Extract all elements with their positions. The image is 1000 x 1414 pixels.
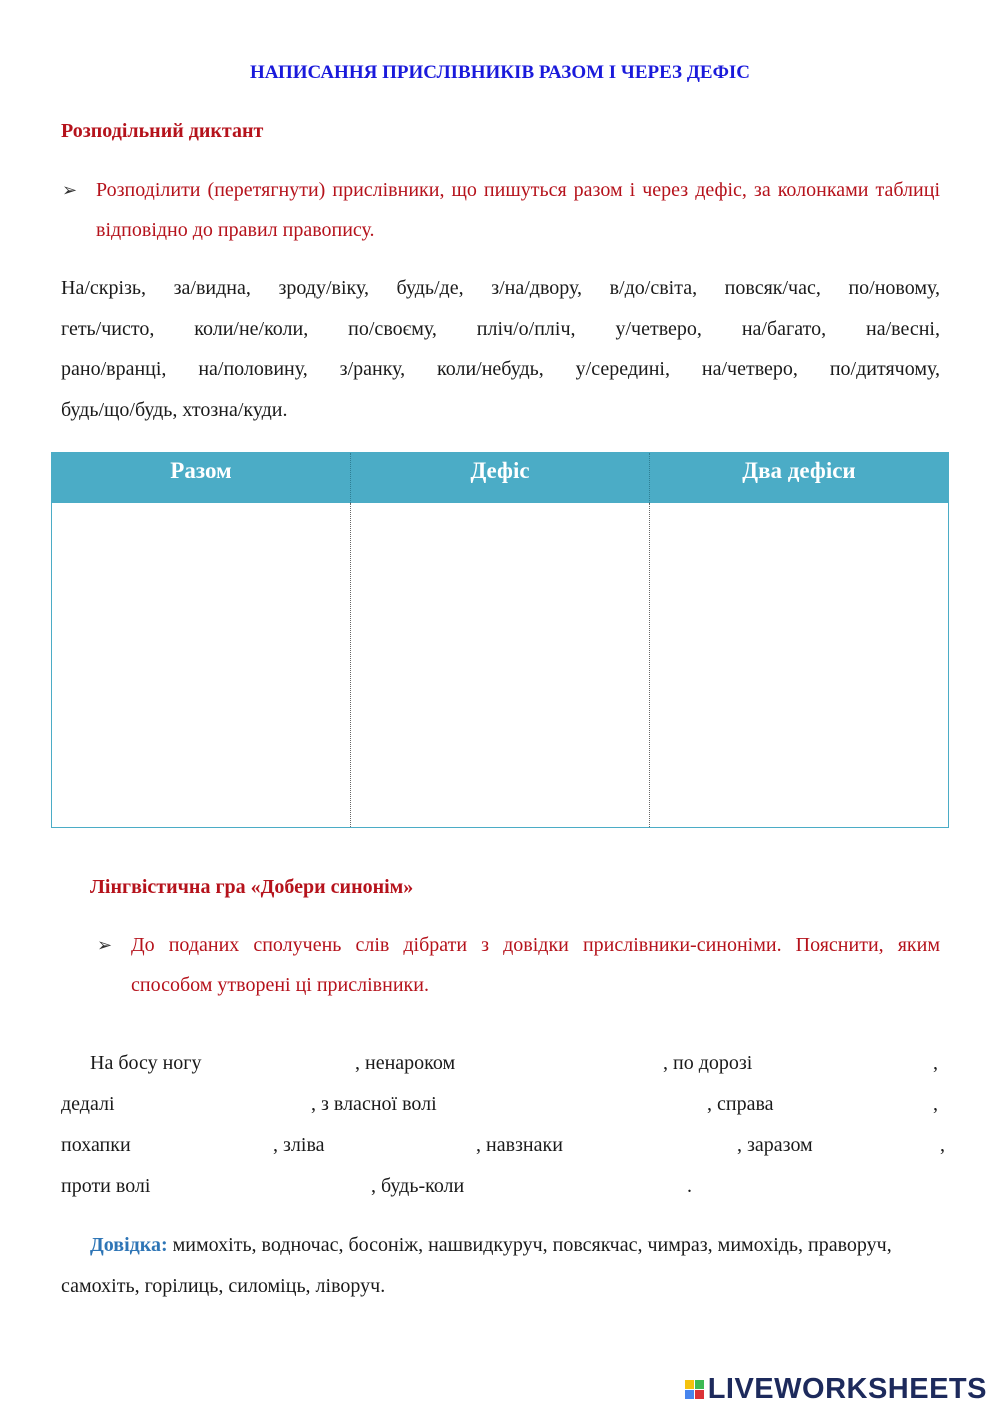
drop-zone-two-hyphens[interactable]: [649, 503, 948, 827]
phrase: , зліва: [273, 1134, 325, 1156]
reference-words: мимохіть, водночас, босоніж, нашвидкуруч, повсякчас, чимраз, мимохідь, праворуч, самохіть, горілиць, силоміць, ліворуч.: [61, 1234, 892, 1297]
table-header: [52, 453, 948, 503]
phrase: , ненароком: [355, 1052, 456, 1074]
fill-row: [0, 1175, 1000, 1215]
logo-text: LIVEWORKSHEETS: [707, 1373, 987, 1405]
liveworksheets-logo-icon: [685, 1380, 704, 1399]
task-instruction-2: [97, 925, 940, 1005]
phrase: ,: [933, 1052, 938, 1074]
task-text: Розподілити (перетягнути) прислівники, що пишуться разом і через дефіс, за колонками таблиці відповідно до правил правопису.: [96, 179, 940, 241]
phrase: ,: [940, 1134, 945, 1156]
words-line: На/скрізь, за/видна, зроду/віку, будь/де, з/на/двору, в/до/світа, повсяк/час, по/новому,: [61, 277, 940, 299]
section-heading-synonym-game: Лінгвістична гра «Добери синонім»: [90, 876, 414, 898]
column-header-hyphen: Дефіс: [350, 453, 649, 503]
drop-zone-together[interactable]: [52, 503, 350, 827]
phrase: , по дорозі: [663, 1052, 753, 1074]
words-line: рано/вранці, на/половину, з/ранку, коли/небудь, у/середині, на/четверо, по/дитячому,: [61, 358, 940, 380]
phrase: , заразом: [737, 1134, 813, 1156]
fill-row: [0, 1052, 1000, 1092]
fill-row: [0, 1134, 1000, 1174]
phrase: похапки: [61, 1134, 131, 1156]
arrow-bullet-icon: ➢: [97, 935, 113, 955]
column-header-two-hyphens: Два дефіси: [649, 453, 948, 503]
section-heading-dictation: Розподільний диктант: [61, 120, 264, 142]
phrase: дедалі: [61, 1093, 115, 1115]
phrase: , з власної волі: [311, 1093, 437, 1115]
words-paragraph: [61, 268, 940, 430]
phrase: , справа: [707, 1093, 774, 1115]
task-text: До поданих сполучень слів дібрати з довідки прислівники-синоніми. Пояснити, яким способом утворені ці прислівники.: [131, 934, 940, 996]
phrase: ,: [933, 1093, 938, 1115]
liveworksheets-logo: [685, 1373, 987, 1406]
phrase: .: [687, 1175, 692, 1197]
phrase: , навзнаки: [476, 1134, 563, 1156]
reference-label: Довідка:: [90, 1234, 168, 1256]
words-line: геть/чисто, коли/не/коли, по/своєму, пліч/о/пліч, у/четверо, на/багато, на/весні,: [61, 317, 940, 340]
reference-block: [61, 1225, 940, 1306]
phrase: проти волі: [61, 1175, 151, 1197]
words-line: будь/що/будь, хтозна/куди.: [61, 398, 288, 421]
sorting-table: [51, 452, 949, 828]
phrase: , будь-коли: [371, 1175, 465, 1197]
column-header-together: Разом: [170, 458, 232, 483]
phrase: На босу ногу: [90, 1052, 202, 1074]
arrow-bullet-icon: ➢: [62, 180, 78, 200]
task-instruction-1: [62, 170, 940, 250]
page-title: НАПИСАННЯ ПРИСЛІВНИКІВ РАЗОМ І ЧЕРЕЗ ДЕФІС: [249, 62, 751, 83]
drop-zone-hyphen[interactable]: [350, 503, 649, 827]
fill-row: [0, 1093, 1000, 1133]
table-body: [52, 503, 948, 827]
